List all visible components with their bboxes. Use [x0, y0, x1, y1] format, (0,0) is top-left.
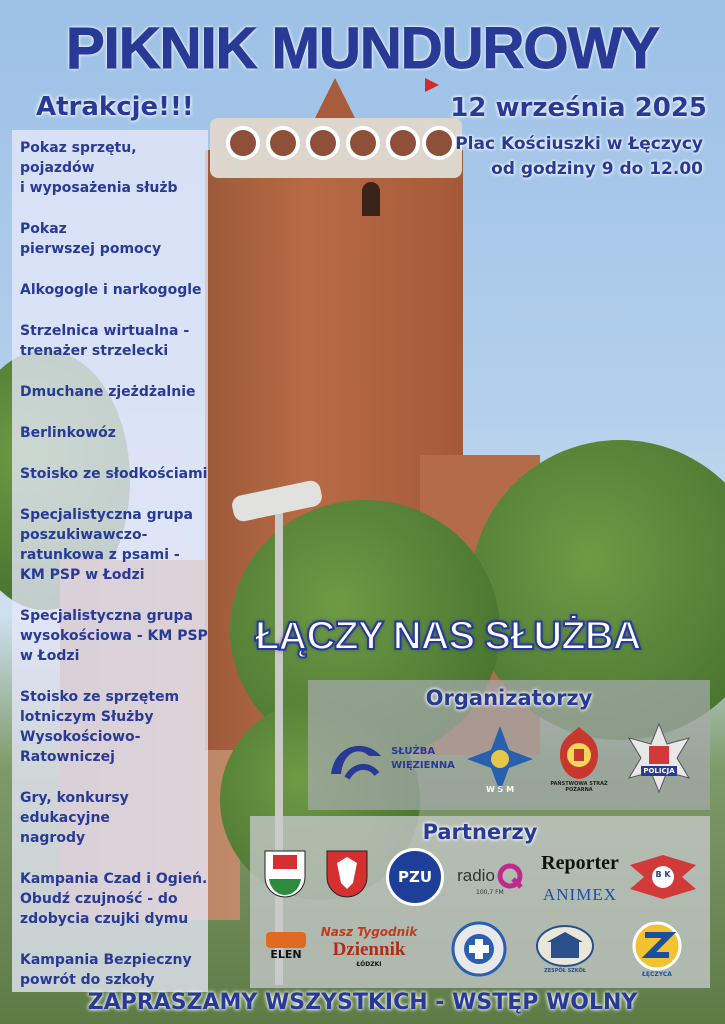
attraction-item: Berlinkowóz	[20, 425, 116, 441]
rescue-cross-icon	[451, 921, 507, 977]
pzu-text: PZU	[397, 868, 433, 886]
dziennik-text: Dziennik	[332, 938, 406, 960]
pzu-logo	[386, 848, 444, 906]
reporter-logo	[532, 850, 628, 876]
attraction-item: Pokaz pierwszej pomocy	[20, 221, 162, 257]
wsm-logo	[463, 724, 537, 794]
cross-badge-icon	[465, 724, 535, 794]
bk-logo	[628, 850, 698, 902]
wsm-letters: W S M	[485, 785, 515, 794]
elen-shape	[266, 932, 306, 948]
rescue-organization-logo	[450, 920, 508, 978]
zespol-szkol-text: ZESPÓŁ SZKÓŁ	[544, 968, 586, 974]
school-building-icon	[535, 924, 595, 968]
tower-crown	[210, 118, 462, 178]
animex-text: ANIMEX	[543, 885, 617, 904]
reporter-text: Reporter	[541, 851, 619, 874]
attraction-item: Kampania Bezpieczny powrót do szkoły	[20, 952, 192, 988]
policja-logo	[620, 722, 698, 794]
radio-q-logo	[450, 856, 530, 896]
attraction-item: Dmuchane zjeżdżalnie	[20, 384, 196, 400]
attraction-item: Gry, konkursy edukacyjne nagrody	[20, 790, 129, 846]
footer-invitation: ZAPRASZAMY WSZYSTKICH - WSTĘP WOLNY	[87, 990, 638, 1015]
coat-of-arms-2-logo	[324, 848, 370, 900]
radio-text: radio	[457, 866, 495, 885]
lodzki-text: ŁÓDZKI	[356, 960, 382, 968]
attraction-item: Alkogogle i narkogogle	[20, 282, 202, 298]
nasz-tygodnik-logo	[316, 920, 422, 972]
attraction-item: Specjalistyczna grupa wysokościowa - KM PSP w Łodzi	[20, 608, 208, 664]
attraction-item: Stoisko ze słodkościami	[20, 466, 208, 482]
partners-heading: Partnerzy	[422, 820, 538, 844]
attractions-list	[20, 138, 210, 1011]
attraction-item: Kampania Czad i Ogień. Obudź czujność - do zdobycia czujki dymu	[20, 871, 208, 927]
animex-logo	[528, 884, 632, 906]
sw-emblem-icon	[325, 734, 387, 784]
z-emblem-icon	[630, 921, 684, 971]
event-date: 12 września 2025	[450, 93, 707, 123]
zespol-szkol-logo	[530, 920, 600, 978]
police-star-icon	[623, 722, 695, 794]
nasz-tygodnik-text: Nasz Tygodnik	[320, 924, 418, 939]
attraction-item: Pokaz sprzętu, pojazdów i wyposażenia służb	[20, 140, 178, 196]
event-time: od godziny 9 do 12.00	[491, 159, 703, 179]
bk-text: B K	[655, 870, 671, 879]
sluzba-wiezienna-logo	[320, 728, 460, 790]
leczyca-centrum-logo	[626, 918, 688, 980]
coat-of-arms-1-logo	[262, 848, 308, 900]
organizers-box	[308, 680, 710, 810]
sw-text-line1: SŁUŻBA	[391, 746, 436, 757]
radio-frequency: 100,7 FM	[476, 889, 504, 896]
eagle-crest-icon	[325, 849, 369, 899]
attraction-item: Stoisko ze sprzętem lotniczym Służby Wysokościowo- Ratowniczej	[20, 689, 180, 765]
leczyca-text: ŁĘCZYCA	[642, 970, 672, 978]
attraction-item: Strzelnica wirtualna - trenażer strzelecki	[20, 323, 190, 359]
partners-box	[250, 816, 710, 988]
attractions-heading: Atrakcje!!!	[36, 92, 194, 122]
sw-text-line2: WIĘZIENNA	[391, 760, 455, 771]
coat-of-arms-icon	[263, 849, 307, 899]
elen-logo	[262, 924, 310, 968]
attraction-item: Specjalistyczna grupa poszukiwawczo- ratunkowa z psami - KM PSP w Łodzi	[20, 507, 193, 583]
fire-service-emblem-icon	[554, 725, 604, 781]
event-place: Plac Kościuszki w Łęczycy	[455, 134, 703, 154]
slogan: ŁĄCZY NAS SŁUŻBA	[255, 614, 641, 658]
psp-text: PAŃSTWOWA STRAŻ POŻARNA	[550, 781, 608, 793]
elen-text: ELEN	[270, 947, 302, 961]
radio-q-icon	[497, 863, 523, 889]
event-location	[455, 132, 703, 182]
psp-logo	[544, 720, 614, 798]
tower-window	[362, 182, 380, 216]
policja-text: POLICJA	[643, 767, 675, 775]
organizers-heading: Organizatorzy	[425, 686, 593, 710]
poster-title: PIKNIK MUNDUROWY	[66, 16, 659, 81]
